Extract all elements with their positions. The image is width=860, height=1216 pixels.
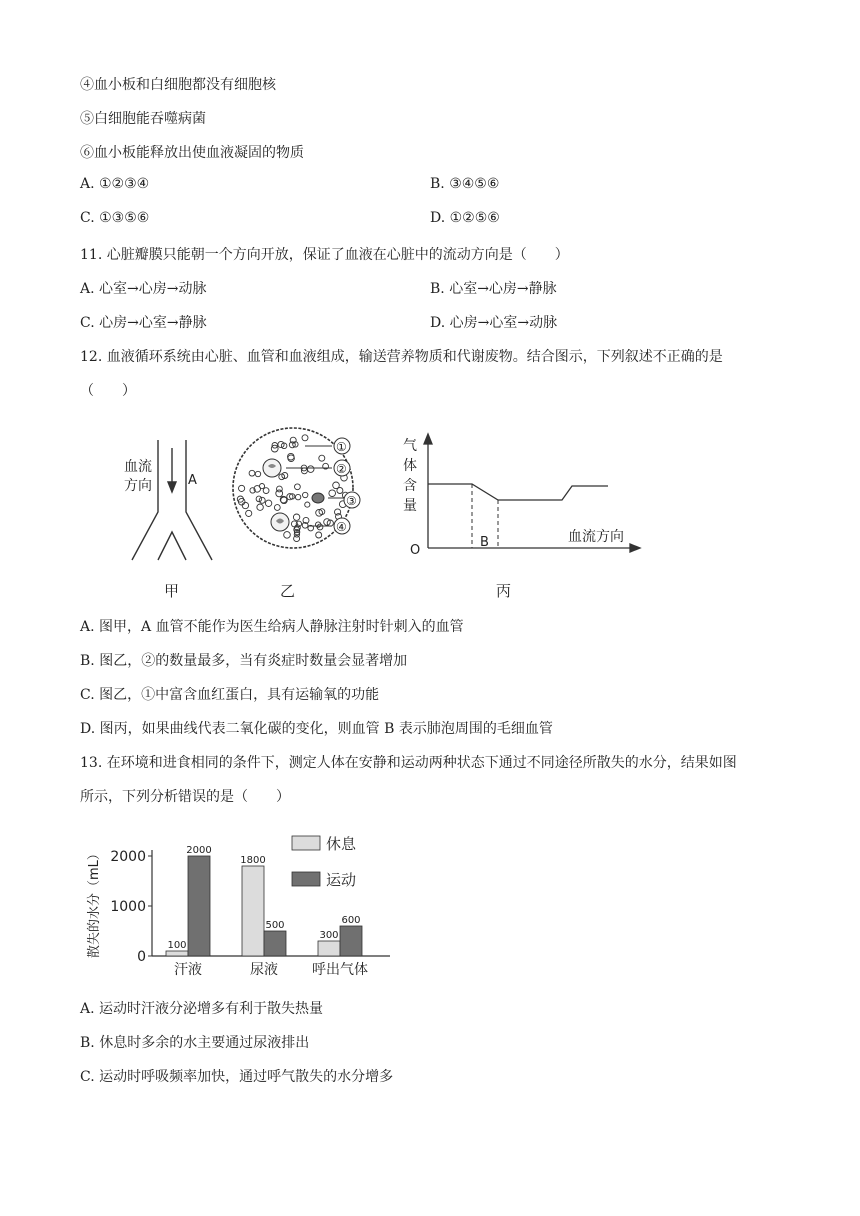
- bar-value-label: 100: [167, 940, 187, 951]
- figure-label-bing: 丙: [496, 582, 512, 600]
- q10-option-d[interactable]: D. ①②⑤⑥: [430, 210, 500, 226]
- marker-3: ③: [346, 494, 357, 508]
- bar-value-label: 300: [319, 930, 339, 941]
- q12-option-b[interactable]: B. 图乙，②的数量最多，当有炎症时数量会显著增加: [80, 653, 408, 669]
- y-label-char-1: 气: [403, 438, 417, 454]
- q13-option-c[interactable]: C. 运动时呼吸频率加快，通过呼气散失的水分增多: [80, 1069, 394, 1085]
- y-label-char-3: 含: [403, 478, 417, 494]
- q12-option-a[interactable]: A. 图甲，A 血管不能作为医生给病人静脉注射时针刺入的血管: [80, 619, 464, 635]
- bar-value-label: 1800: [240, 855, 266, 866]
- bar: [188, 856, 210, 956]
- y-label-char-4: 量: [403, 498, 417, 514]
- bar-value-label: 2000: [186, 845, 212, 856]
- q10-option-c[interactable]: C. ①③⑤⑥: [80, 210, 150, 226]
- q10-option-b[interactable]: B. ③④⑤⑥: [430, 176, 500, 192]
- category-label: 呼出气体: [312, 962, 368, 978]
- figure-label-yi: 乙: [280, 582, 296, 600]
- gas-content-curve: [428, 484, 608, 500]
- bar: [340, 926, 362, 956]
- q11-option-d[interactable]: D. 心房→心室→动脉: [430, 315, 558, 331]
- bar-value-label: 600: [341, 915, 361, 926]
- bar: [242, 866, 264, 956]
- bar: [264, 931, 286, 956]
- figure-label-jia: 甲: [164, 582, 180, 600]
- x-axis-label: 血流方向: [568, 529, 624, 545]
- y-tick-label: 2000: [110, 849, 146, 865]
- q13-stem-line1: 13. 在环境和进食相同的条件下，测定人体在安静和运动两种状态下通过不同途径所散失的水分，结果如图: [80, 755, 737, 771]
- bar: [166, 951, 188, 956]
- vessel-label-a: A: [188, 473, 197, 488]
- bar-value-label: 500: [265, 920, 285, 931]
- flow-arrow-icon: [168, 448, 176, 492]
- platelet-icon: [312, 493, 324, 503]
- q12-figure: [100, 420, 660, 605]
- q10-option-a[interactable]: A. ①②③④: [80, 176, 150, 192]
- y-tick-label: 0: [137, 949, 146, 965]
- segment-b-label: B: [480, 535, 489, 550]
- water-loss-chart: [80, 828, 400, 980]
- origin-label: O: [410, 543, 421, 558]
- q11-option-a[interactable]: A. 心室→心房→动脉: [80, 281, 207, 297]
- y-label-char-2: 体: [403, 458, 417, 474]
- bar: [318, 941, 340, 956]
- legend-label: 休息: [326, 835, 357, 853]
- category-label: 汗液: [174, 962, 202, 978]
- q10-item-4: ④血小板和白细胞都没有细胞核: [80, 77, 276, 93]
- q10-item-6: ⑥血小板能释放出使血液凝固的物质: [80, 145, 304, 161]
- q12-stem-line1: 12. 血液循环系统由心脏、血管和血液组成，输送营养物质和代谢废物。结合图示，下列叙述不正确的是: [80, 349, 723, 365]
- category-label: 尿液: [250, 962, 278, 978]
- q11-option-c[interactable]: C. 心房→心室→静脉: [80, 315, 207, 331]
- q11-option-b[interactable]: B. 心室→心房→静脉: [430, 281, 557, 297]
- marker-2: ②: [336, 462, 347, 476]
- marker-1: ①: [336, 440, 347, 454]
- q13-option-b[interactable]: B. 休息时多余的水主要通过尿液排出: [80, 1035, 310, 1051]
- legend-swatch: [292, 836, 320, 850]
- q11-stem: 11. 心脏瓣膜只能朝一个方向开放，保证了血液在心脏中的流动方向是（ ）: [80, 247, 569, 263]
- marker-4: ④: [336, 520, 347, 534]
- flow-label-line2: 方向: [124, 478, 152, 494]
- y-axis-label: 散失的水分（mL）: [87, 847, 102, 958]
- y-tick-label: 1000: [110, 899, 146, 915]
- q12-stem-line2: （ ）: [80, 383, 136, 399]
- flow-label-line1: 血流: [124, 459, 152, 475]
- legend-swatch: [292, 872, 320, 886]
- q13-stem-line2: 所示，下列分析错误的是（ ）: [80, 789, 290, 805]
- legend-label: 运动: [326, 871, 357, 889]
- q12-option-d[interactable]: D. 图丙，如果曲线代表二氧化碳的变化，则血管 B 表示肺泡周围的毛细血管: [80, 721, 553, 737]
- q12-option-c[interactable]: C. 图乙，①中富含血红蛋白，具有运输氧的功能: [80, 687, 380, 703]
- q10-item-5: ⑤白细胞能吞噬病菌: [80, 111, 206, 127]
- q13-option-a[interactable]: A. 运动时汗液分泌增多有利于散失热量: [80, 1001, 324, 1017]
